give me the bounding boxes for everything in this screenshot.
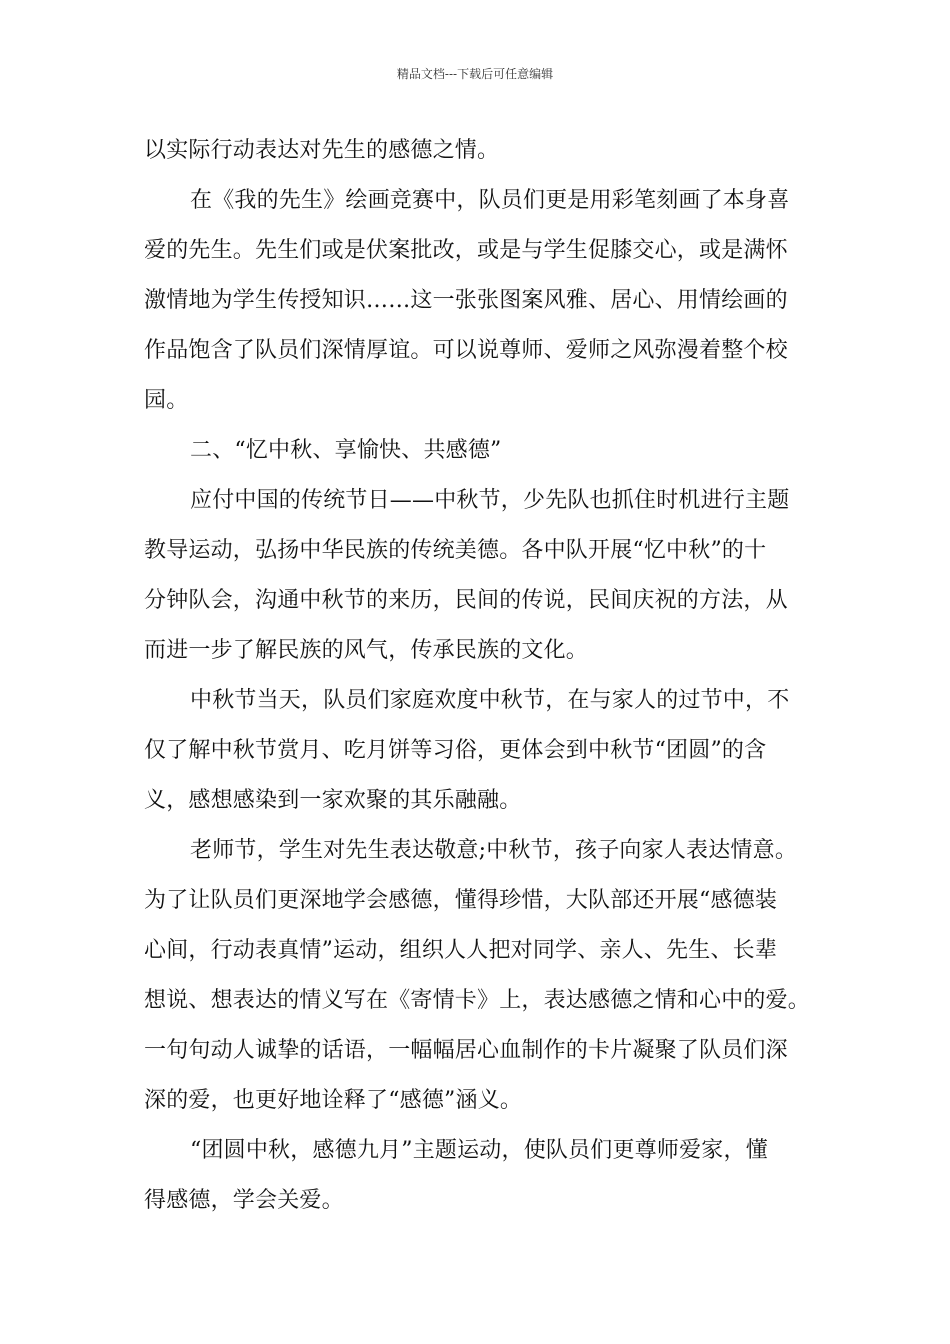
text-line: “团圆中秋，感德九月”主题运动，使队员们更尊师爱家，懂 (190, 1138, 768, 1163)
text-line: 应付中国的传统节日——中秋节，少先队也抓住时机进行主题 (190, 488, 790, 513)
text-line: 分钟队会，沟通中秋节的来历，民间的传说，民间庆祝的方法，从 (144, 588, 788, 613)
text-line: 老师节，学生对先生表达敬意;中秋节，孩子向家人表达情意。 (190, 838, 798, 863)
text-line: 中秋节当天，队员们家庭欢度中秋节，在与家人的过节中，不 (190, 688, 790, 713)
text-line: 园。 (144, 388, 189, 413)
text-line: 想说、想表达的情义写在《寄情卡》上，表达感德之情和心中的爱。 (144, 988, 811, 1013)
text-line: 仅了解中秋节赏月、吃月饼等习俗，更体会到中秋节“团圆”的含 (144, 738, 767, 763)
section-heading: 二、“忆中秋、享愉快、共感德” (190, 438, 502, 463)
page-header: 精品文档---下载后可任意编辑 (396, 67, 554, 81)
text-line: 以实际行动表达对先生的感德之情。 (144, 138, 500, 163)
text-line: 一句句动人诚挚的话语，一幅幅居心血制作的卡片凝聚了队员们深 (144, 1038, 788, 1063)
text-line: 而进一步了解民族的风气，传承民族的文化。 (144, 638, 589, 663)
text-line: 为了让队员们更深地学会感德，懂得珍惜，大队部还开展“感德装 (144, 888, 778, 913)
text-line: 爱的先生。先生们或是伏案批改，或是与学生促膝交心，或是满怀 (144, 238, 788, 263)
text-line: 激情地为学生传授知识……这一张张图案风雅、居心、用情绘画的 (144, 288, 788, 313)
document-body (144, 126, 814, 1226)
text-line: 义，感想感染到一家欢聚的其乐融融。 (144, 788, 522, 813)
text-line: 作品饱含了队员们深情厚谊。可以说尊师、爱师之风弥漫着整个校 (144, 338, 788, 363)
text-line: 深的爱，也更好地诠释了“感德”涵义。 (144, 1088, 523, 1113)
text-line: 在《我的先生》绘画竞赛中，队员们更是用彩笔刻画了本身喜 (190, 188, 790, 213)
text-line: 心间，行动表真情”运动，组织人人把对同学、亲人、先生、长辈 (144, 938, 778, 963)
text-line: 教导运动，弘扬中华民族的传统美德。各中队开展“忆中秋”的十 (144, 538, 767, 563)
text-line: 得感德，学会关爱。 (144, 1188, 344, 1213)
